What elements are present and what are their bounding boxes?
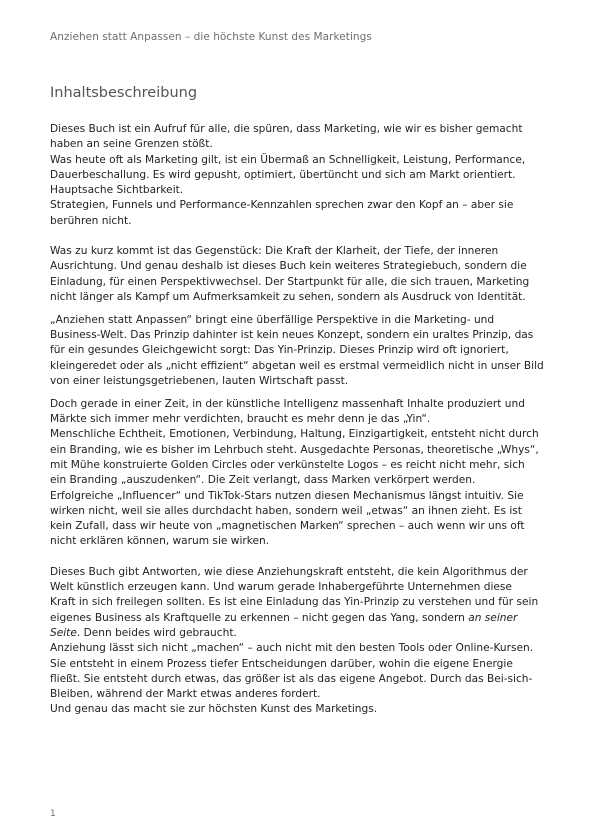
text-line: Doch gerade in einer Zeit, in der künstliche Intelligenz massenhaft Inhalte produziert und bbox=[50, 397, 525, 410]
text-line: Dieses Buch ist ein Aufruf für alle, die spüren, dass Marketing, wie wir es bisher gemacht bbox=[50, 123, 523, 135]
text-line: Bleiben, während der Markt etwas anderes fordert. bbox=[50, 688, 321, 701]
emphasis-text: Seite bbox=[50, 626, 77, 639]
text-line: wirken nicht, weil sie alles durchdacht haben, sondern weil „etwas“ an ihnen zieht. Es ist bbox=[50, 504, 522, 517]
text-line: Menschliche Echtheit, Emotionen, Verbindung, Haltung, Einzigartigkeit, entsteht nicht durch bbox=[50, 428, 539, 441]
text-line: ein Branding „auszudenken“. Die Zeit verlangt, dass Marken verkörpert werden. bbox=[50, 474, 476, 487]
text-line: Was zu kurz kommt ist das Gegenstück: Die Kraft der Klarheit, der Tiefe, der inneren bbox=[50, 245, 499, 258]
text-line: von einer leistungsgetriebenen, lauten Wirtschaft passt. bbox=[50, 374, 349, 387]
paragraph-spacer bbox=[50, 229, 550, 244]
section-title: Inhaltsbeschreibung bbox=[50, 85, 198, 101]
page-number: 1 bbox=[50, 809, 56, 819]
text-line bbox=[50, 626, 550, 641]
text-line: für ein gesundes Gleichgewicht sorgt: Das Yin-Prinzip. Dieses Prinzip wird oft ignoriert, bbox=[50, 344, 509, 357]
text-line: Was heute oft als Marketing gilt, ist ein Übermaß an Schnelligkeit, Leistung, Performance, bbox=[50, 153, 526, 166]
text-line: Erfolgreiche „Influencer“ und TikTok-Stars nutzen diesen Mechanismus längst intuitiv. Sie bbox=[50, 489, 524, 502]
text-line: Märkte sich immer mehr verdichten, braucht es mehr denn je das „Yin“. bbox=[50, 413, 431, 426]
text-line: Ausrichtung. Und genau deshalb ist dieses Buch kein weiteres Strategiebuch, sondern die bbox=[50, 260, 527, 273]
paragraph-spacer bbox=[50, 305, 550, 313]
description-body bbox=[50, 122, 550, 718]
text-line: haben an seine Grenzen stößt. bbox=[50, 138, 213, 151]
text-line: berühren nicht. bbox=[50, 214, 132, 227]
text-line: Sie entsteht in einem Prozess tiefer Entscheidungen darüber, wohin die eigene Energie bbox=[50, 657, 513, 670]
text-line: nicht erklären können, warum sie wirken. bbox=[50, 535, 270, 548]
text-line: Hauptsache Sichtbarkeit. bbox=[50, 184, 184, 197]
text-line: Business-Welt. Das Prinzip dahinter ist kein neues Konzept, sondern ein uraltes Prinzip, das bbox=[50, 329, 534, 342]
text-line: nicht länger als Kampf um Aufmerksamkeit zu sehen, sondern als Ausdruck von Identität. bbox=[50, 290, 526, 303]
text-line: Anziehung lässt sich nicht „machen“ – auch nicht mit den besten Tools oder Online-Kursen. bbox=[50, 642, 534, 655]
text-line: Kraft in sich freilegen sollten. Es ist eine Einladung das Yin-Prinzip zu verstehen und für sein bbox=[50, 596, 539, 609]
text-line: Welt künstlich erzeugen kann. Und warum gerade Inhabergeführte Unternehmen diese bbox=[50, 581, 512, 594]
text-line: Und genau das macht sie zur höchsten Kunst des Marketings. bbox=[50, 703, 378, 716]
running-header: Anziehen statt Anpassen – die höchste Kunst des Marketings bbox=[50, 31, 372, 43]
paragraph-spacer bbox=[50, 389, 550, 397]
text-line: Einladung, für einen Perspektivwechsel. Der Startpunkt für alle, die sich trauen, Marketing bbox=[50, 275, 530, 288]
text-fragment: . Denn beides wird gebraucht. bbox=[76, 626, 237, 639]
text-line: mit Mühe konstruierte Golden Circles oder verkünstelte Logos – es reicht nicht mehr, sich bbox=[50, 458, 525, 471]
paragraph-spacer bbox=[50, 550, 550, 565]
text-line: kleingeredet oder als „nicht effizient“ abgetan weil es erstmal vermeidlich nicht in unser Bild bbox=[50, 359, 544, 372]
text-line: „Anziehen statt Anpassen“ bringt eine überfällige Perspektive in die Marketing- und bbox=[50, 313, 495, 326]
emphasis-text: an seiner bbox=[468, 611, 518, 624]
text-line bbox=[50, 611, 550, 626]
text-line: ein Branding, wie es bisher im Lehrbuch steht. Ausgedachte Personas, theoretische „Whys“, bbox=[50, 443, 539, 456]
text-line: fließt. Sie entsteht durch etwas, das größer ist als das eigene Angebot. Durch das Bei-sich- bbox=[50, 672, 533, 685]
text-fragment: eigenes Business als Kraftquelle zu erkennen – nicht gegen das Yang, sondern bbox=[50, 611, 469, 624]
text-line: Dauerbeschallung. Es wird gepusht, optimiert, übertüncht und sich am Markt orientiert. bbox=[50, 168, 516, 181]
text-line: Dieses Buch gibt Antworten, wie diese Anziehungskraft entsteht, die kein Algorithmus der bbox=[50, 565, 528, 578]
text-line: kein Zufall, dass wir heute von „magnetischen Marken“ sprechen – auch wenn wir uns oft bbox=[50, 520, 525, 533]
text-line: Strategien, Funnels und Performance-Kennzahlen sprechen zwar den Kopf an – aber sie bbox=[50, 199, 514, 212]
